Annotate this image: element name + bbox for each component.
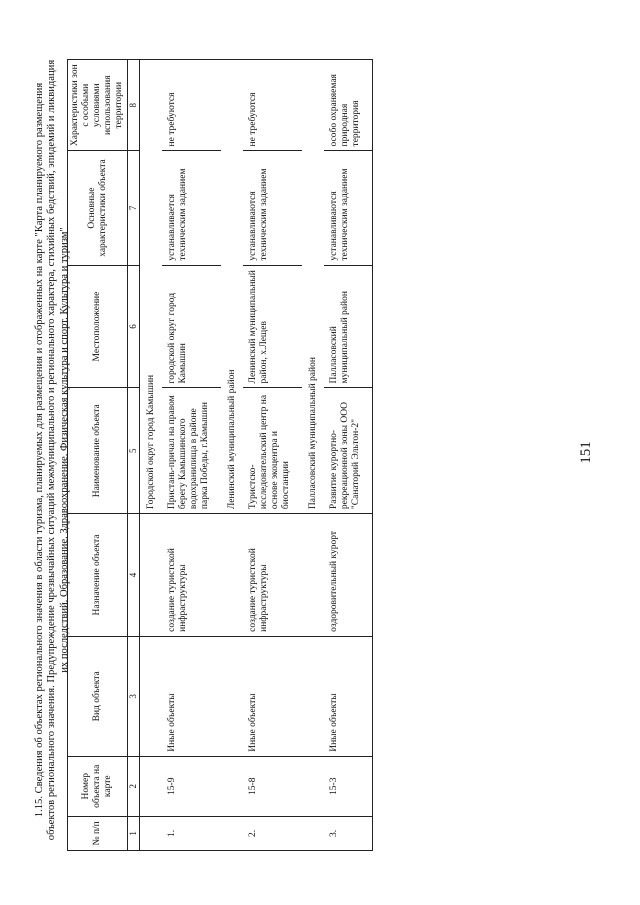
cell-name: Развитие курортно-рекреационной зоны ООО "Санаторий Эльтон-2" — [324, 388, 373, 514]
header-cell: Вид объекта — [68, 636, 128, 756]
header-cell: № п/п — [68, 816, 128, 850]
column-number: 1 — [128, 816, 140, 850]
heading-line-3: их последствий. Образование. Здравоохранение. Физическая культура и спорт. Культура и туризм" — [58, 227, 70, 673]
cell-characteristics: устанавливаются техническим заданием — [243, 151, 302, 265]
column-number: 7 — [128, 151, 140, 265]
cell-purpose: создание туристской инфраструктуры — [162, 514, 221, 637]
group-row — [140, 60, 163, 851]
cell-number: 3. — [324, 816, 373, 850]
table-row — [324, 60, 373, 851]
heading-line-1: 1.15. Сведения об объектах регионального значения в области туризма, планируемых для размещения и отображенных на карте "Карта планируемого размещения — [34, 82, 45, 818]
group-row — [302, 60, 324, 851]
cell-purpose: создание туристской инфраструктуры — [243, 514, 302, 637]
cell-zones: особо охраняемая природная территория — [324, 60, 373, 151]
cell-map-number: 15-3 — [324, 756, 373, 816]
table-row — [162, 60, 221, 851]
cell-zones: не требуются — [243, 60, 302, 151]
cell-location: Ленинский муниципальный район, х.Лещев — [243, 265, 302, 388]
group-title: Палласовский муниципальный район — [302, 60, 324, 514]
header-cell: Характеристики зон с особыми условиями использования территории — [68, 60, 128, 151]
cell-object-type: Иные объекты — [162, 636, 221, 756]
cell-map-number: 15-9 — [162, 756, 221, 816]
cell-number: 1. — [162, 816, 221, 850]
section-heading — [34, 51, 71, 849]
column-number: 5 — [128, 388, 140, 514]
group-row — [221, 60, 243, 851]
cell-object-type: Иные объекты — [243, 636, 302, 756]
group-title: Ленинский муниципальный район — [221, 60, 243, 514]
cell-zones: не требуются — [162, 60, 221, 151]
objects-table — [67, 59, 373, 851]
column-number-row — [128, 60, 140, 851]
header-cell: Назначение объекта — [68, 514, 128, 637]
table-header-row — [68, 60, 128, 851]
group-title: Городской округ город Камышин — [140, 60, 163, 514]
cell-characteristics: устанавливаются техническим заданием — [324, 151, 373, 265]
header-cell: Основные характеристики объекта — [68, 151, 128, 265]
header-cell: Наименование объекта — [68, 388, 128, 514]
cell-object-type: Иные объекты — [324, 636, 373, 756]
cell-name: Пристань-причал на правом берегу Камышинского водохранилища в районе парка Победы, г.Камышин — [162, 388, 221, 514]
header-cell: Местоположение — [68, 265, 128, 388]
column-number: 2 — [128, 756, 140, 816]
column-number: 3 — [128, 636, 140, 756]
cell-location: городской округ город Камышин — [162, 265, 221, 388]
cell-location: Палласовский муниципальный район — [324, 265, 373, 388]
header-cell: Номер объекта на карте — [68, 756, 128, 816]
table-row — [243, 60, 302, 851]
column-number: 8 — [128, 60, 140, 151]
cell-purpose: оздоровительный курорт — [324, 514, 373, 637]
cell-map-number: 15-8 — [243, 756, 302, 816]
heading-line-2: объектов регионального значения. Предупреждение чрезвычайных ситуаций межмуниципального и регионального характера, стихийных бедствий, эпидемий и ликвидация — [46, 59, 58, 841]
cell-characteristics: устанавливается техническим заданием — [162, 151, 221, 265]
page-number: 151 — [578, 441, 594, 464]
column-number: 6 — [128, 265, 140, 388]
cell-number: 2. — [243, 816, 302, 850]
column-number: 4 — [128, 514, 140, 637]
cell-name: Туристско-исследовательский центр на основе экоцентра и биостанции — [243, 388, 302, 514]
